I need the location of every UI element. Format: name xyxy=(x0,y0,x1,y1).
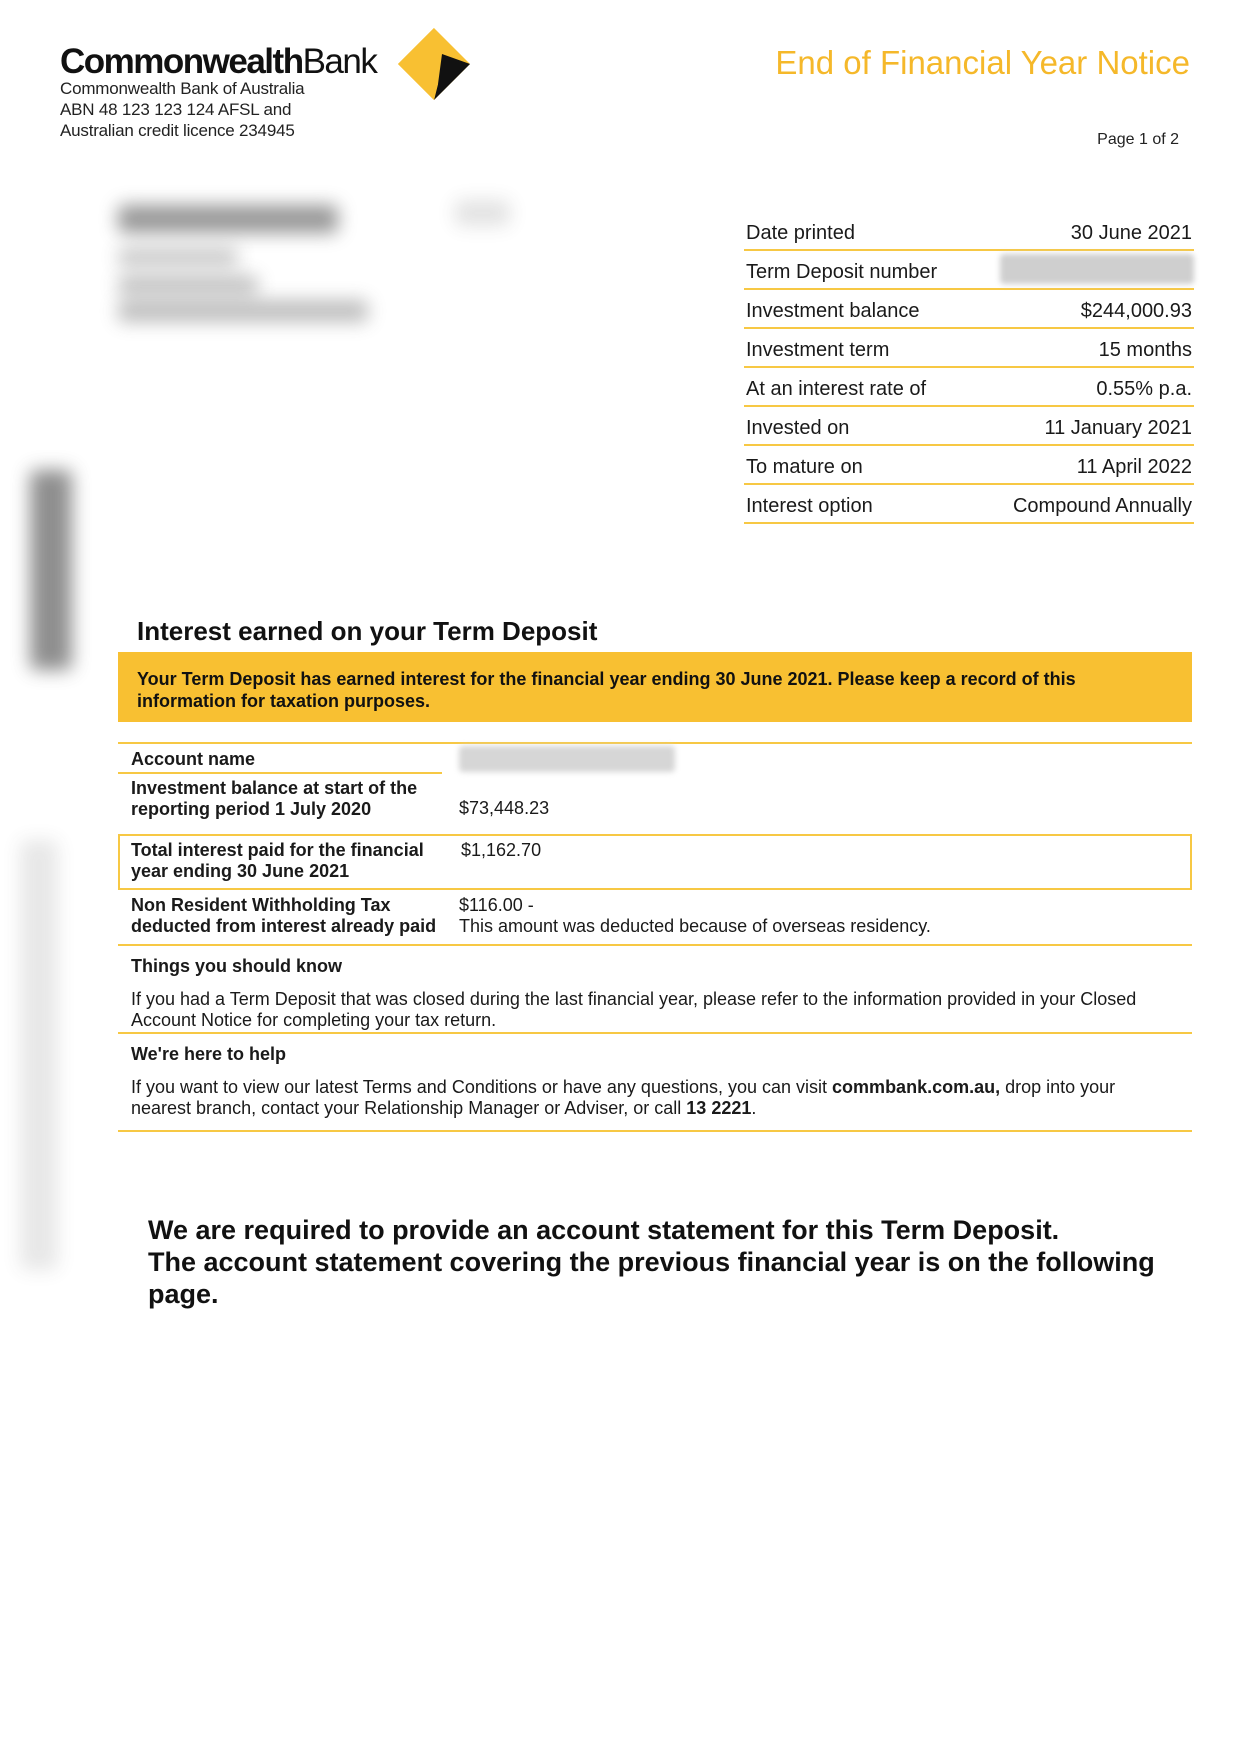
things-to-know-heading: Things you should know xyxy=(131,956,342,976)
closing-note xyxy=(148,1214,1188,1310)
nrwt-label: Non Resident Withholding Tax deducted from interest already paid xyxy=(131,895,437,936)
summary-label: Invested on xyxy=(746,417,850,439)
phone-number: 13 2221 xyxy=(686,1098,752,1118)
summary-row xyxy=(744,485,1194,524)
bank-abn: ABN 48 123 123 124 AFSL and xyxy=(60,100,292,119)
nrwt-note: This amount was deducted because of overseas residency. xyxy=(459,916,931,936)
bank-logo-wordmark xyxy=(60,42,376,82)
account-name-row xyxy=(118,744,1192,774)
page-number: Page 1 of 2 xyxy=(1097,131,1179,148)
things-to-know xyxy=(118,946,1192,1032)
summary-value: 0.55% p.a. xyxy=(1096,378,1192,400)
commbank-link[interactable]: commbank.com.au, xyxy=(832,1077,1001,1097)
summary-value: 30 June 2021 xyxy=(1070,222,1192,244)
summary-row xyxy=(744,446,1194,485)
summary-row xyxy=(744,329,1194,368)
logo-name-light: Bank xyxy=(302,42,377,81)
summary-row xyxy=(744,290,1194,329)
total-interest-row xyxy=(118,834,1192,890)
summary-label: Investment balance xyxy=(746,300,920,322)
diamond-logo-icon xyxy=(398,28,470,100)
summary-value: 11 January 2021 xyxy=(1044,417,1192,439)
closing-line-2: The account statement covering the previous financial year is on the following page. xyxy=(148,1247,1155,1309)
summary-label: To mature on xyxy=(746,456,863,478)
summary-row xyxy=(744,407,1194,446)
help-body xyxy=(131,1077,1172,1119)
bank-entity-name: Commonwealth Bank of Australia xyxy=(60,79,305,98)
nrwt-value: $116.00 - xyxy=(459,895,534,915)
total-interest-label: Total interest paid for the financial year ending 30 June 2021 xyxy=(131,840,424,881)
bank-licence: Australian credit licence 234945 xyxy=(60,121,295,140)
interest-details-table xyxy=(118,742,1192,1132)
help-section xyxy=(118,1034,1192,1130)
notice-title: End of Financial Year Notice xyxy=(775,44,1190,81)
summary-value: 11 April 2022 xyxy=(1076,456,1192,478)
summary-row xyxy=(744,368,1194,407)
help-text: drop into your nearest branch, contact your Relationship Manager or Adviser, or call xyxy=(131,1077,1116,1118)
summary-label: Investment term xyxy=(746,339,890,361)
redacted-deposit-number xyxy=(1000,254,1194,284)
summary-row xyxy=(744,251,1194,290)
summary-label: Interest option xyxy=(746,495,873,517)
summary-row xyxy=(744,212,1194,251)
help-text: . xyxy=(751,1098,757,1118)
closing-line-1: We are required to provide an account statement for this Term Deposit. xyxy=(148,1215,1060,1245)
summary-value: $244,000.93 xyxy=(1080,300,1192,322)
summary-label: Term Deposit number xyxy=(746,261,938,283)
help-heading: We're here to help xyxy=(131,1044,286,1064)
summary-label: At an interest rate of xyxy=(746,378,927,400)
opening-balance-value: $73,448.23 xyxy=(459,798,550,818)
nrwt-row xyxy=(118,890,1192,944)
summary-value: 15 months xyxy=(1098,339,1192,361)
summary-value: Compound Annually xyxy=(1012,495,1192,517)
logo-name-bold: Commonwealth xyxy=(60,42,303,81)
opening-balance-label: Investment balance at start of the reporting period 1 July 2020 xyxy=(131,778,418,819)
account-name-label: Account name xyxy=(118,744,442,774)
help-text: If you want to view our latest Terms and Conditions or have any questions, you can visit xyxy=(131,1077,833,1097)
summary-label: Date printed xyxy=(746,222,855,244)
things-to-know-body: If you had a Term Deposit that was closed during the last financial year, please refer to the information provided in your Closed Account Notice for completing your tax return. xyxy=(131,989,1137,1030)
total-interest-value: $1,162.70 xyxy=(461,840,542,860)
section-title: Interest earned on your Term Deposit xyxy=(137,616,598,646)
redacted-account-name xyxy=(459,746,675,772)
summary-table xyxy=(744,212,1194,524)
tax-notice-banner: Your Term Deposit has earned interest for the financial year ending 30 June 2021. Please keep a record of this information for taxation purposes. xyxy=(118,652,1192,722)
opening-balance-row xyxy=(118,774,1192,834)
